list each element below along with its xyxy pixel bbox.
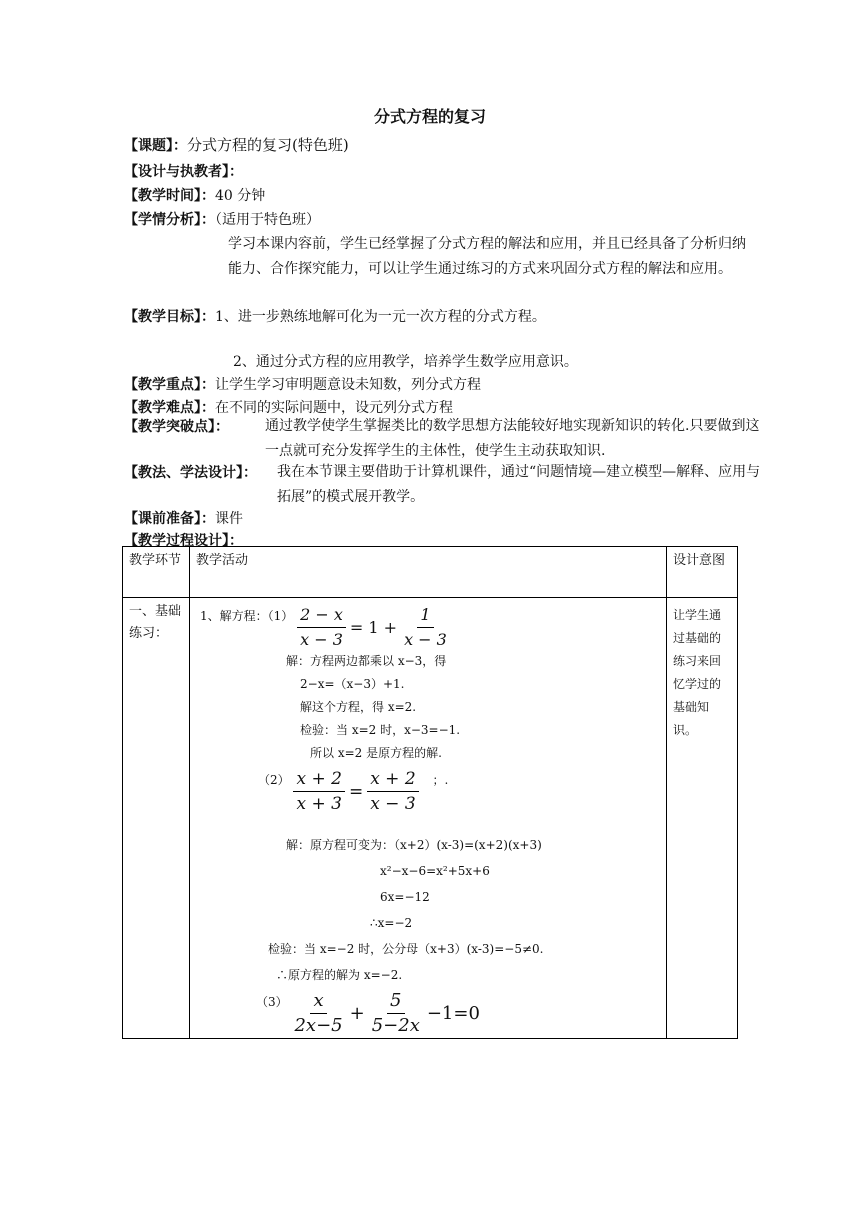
s1-line-1: 解：方程两边都乘以 x−3，得 [286, 654, 447, 668]
goal-2: 2、通过分式方程的应用教学，培养学生数学应用意识。 [233, 354, 578, 370]
breakthrough-text: 通过教学使学生掌握类比的数学思想方法能较好地实现新知识的转化.只要做到这一点就可充分发挥学生的主体性，使学生主动获取知识. [265, 418, 760, 459]
activity-cell [190, 598, 667, 1039]
prep-label: 【课前准备】： [124, 511, 215, 527]
q3-den-2: 5−2x [371, 1015, 420, 1036]
header-activity: 教学活动 [190, 547, 667, 598]
s1-line-2: 2−x=（x−3）+1. [300, 677, 405, 691]
s2-conclusion: ∴原方程的解为 x=−2. [276, 968, 403, 982]
s2-line-1: x²−x−6=x²+5x+6 [380, 864, 490, 878]
goal-label: 【教学目标】： [124, 309, 215, 325]
q3-num-2: 5 [387, 990, 404, 1014]
q3-prefix: （3） [256, 995, 288, 1009]
intent-cell: 让学生通过基础的练习来回忆学过的基础知识。 [667, 598, 738, 1039]
q1-equation [297, 604, 450, 651]
topic-line [124, 134, 349, 155]
difficulty-label: 【教学难点】： [124, 400, 215, 416]
header-intent: 设计意图 [667, 547, 738, 598]
key-line [124, 374, 481, 394]
s2-line-3: ∴x=−2 [370, 916, 413, 930]
process-table [122, 546, 738, 1039]
q2-den-2: x − 3 [370, 794, 416, 814]
time-label: 【教学时间】： [124, 188, 215, 204]
topic-value: 分式方程的复习(特色班) [187, 136, 349, 154]
q2-suffix: ；. [432, 773, 449, 787]
key-label: 【教学重点】： [124, 377, 215, 393]
q1-num-1: 2 − x [297, 604, 346, 628]
process-label: 【教学过程设计】： [124, 533, 243, 549]
q3-tail: −1=0 [426, 1002, 480, 1024]
analysis-label: 【学情分析】： [124, 212, 215, 228]
q3-mid: + [349, 1002, 365, 1024]
designer-label: 【设计与执教者】： [124, 164, 243, 180]
header-stage: 教学环节 [123, 547, 190, 598]
topic-label: 【课题】： [124, 138, 187, 154]
stage-cell: 一、基础练习： [123, 598, 190, 1039]
q2-num-2: x + 2 [367, 768, 418, 792]
s1-line-4: 检验：当 x=2 时，x−3=−1. [300, 723, 461, 737]
q1-den-2: x − 3 [404, 630, 447, 649]
question-3 [256, 990, 480, 1037]
s1-line-3: 解这个方程，得 x=2. [300, 700, 417, 714]
q3-den-1: 2x−5 [294, 1015, 343, 1036]
breakthrough-label-line [124, 416, 229, 436]
method-label: 【教法、学法设计】： [124, 465, 257, 481]
analysis-line [124, 209, 320, 229]
q1-mid: = 1 + [349, 617, 398, 637]
s2-intro: 解：原方程可变为：（x+2）(x-3)=(x+2)(x+3) [286, 838, 542, 852]
goal-1: 1、进一步熟练地解可化为一元一次方程的分式方程。 [215, 309, 546, 325]
designer-line [124, 161, 243, 181]
breakthrough-value [265, 414, 760, 464]
time-line [124, 185, 265, 205]
q2-prefix: （2） [258, 773, 290, 787]
table-row [123, 598, 738, 1039]
analysis-text: 学习本课内容前，学生已经掌握了分式方程的解法和应用，并且已经具备了分析归纳能力、合作探究能力，可以让学生通过练习的方式来巩固分式方程的解法和应用。 [228, 236, 746, 277]
table-header-row [123, 547, 738, 598]
q2-den-1: x + 3 [296, 794, 342, 814]
goal-line [124, 306, 546, 326]
q2-equation [293, 768, 418, 815]
method-value: 我在本节课主要借助于计算机课件，通过“问题情境—建立模型—解释、应用与拓展”的模式展开教学。 [277, 464, 761, 505]
time-value: 40 分钟 [215, 188, 266, 204]
breakthrough-label: 【教学突破点】： [124, 419, 229, 435]
q2-mid: = [348, 781, 364, 802]
q1-num-2: 1 [417, 604, 433, 628]
method-label-line [124, 462, 257, 482]
question-1 [200, 604, 450, 651]
s2-check: 检验：当 x=−2 时，公分母（x+3）(x-3)=−5≠0. [268, 942, 544, 956]
prep-line [124, 508, 243, 528]
difficulty-value: 在不同的实际问题中，设元列分式方程 [215, 400, 453, 416]
q1-den-1: x − 3 [300, 630, 343, 649]
q3-num-1: x [310, 990, 326, 1014]
analysis-value: （适用于特色班） [215, 212, 320, 228]
s1-line-5: 所以 x=2 是原方程的解. [310, 746, 442, 760]
prep-value: 课件 [215, 511, 243, 527]
q1-prefix: 1、解方程：（1） [200, 609, 294, 623]
key-value: 让学生学习审明题意设未知数，列分式方程 [215, 377, 481, 393]
q2-num-1: x + 2 [293, 768, 344, 792]
document-title: 分式方程的复习 [373, 107, 486, 126]
question-2 [258, 768, 448, 815]
q3-equation [291, 990, 479, 1037]
s2-line-2: 6x=−12 [380, 890, 430, 904]
